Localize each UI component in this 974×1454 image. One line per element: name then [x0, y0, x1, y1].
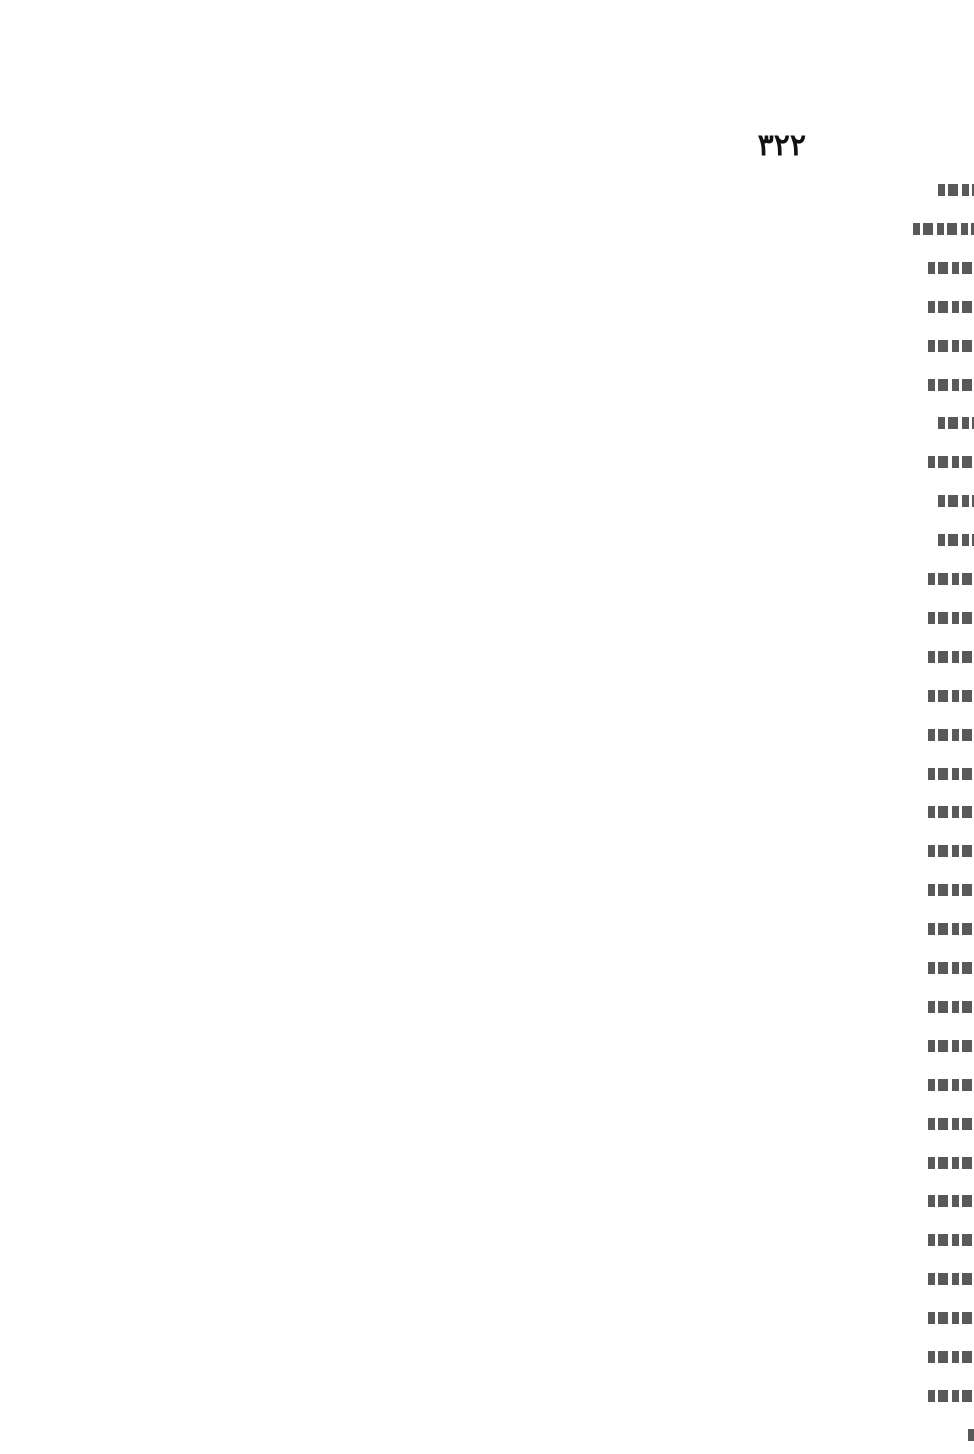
- text-line-placeholder: [928, 768, 974, 780]
- text-line-placeholder: [928, 962, 974, 974]
- text-line-placeholder: [928, 1195, 974, 1207]
- text-line-placeholder: [938, 495, 974, 507]
- text-line-placeholder: [928, 845, 974, 857]
- text-line-placeholder: [938, 184, 974, 196]
- text-line-placeholder: [928, 884, 974, 896]
- text-line-placeholder: [928, 1390, 974, 1402]
- text-line-placeholder: [928, 262, 974, 274]
- text-line-placeholder: [913, 223, 974, 235]
- page-number: ٣٢٢: [757, 128, 806, 163]
- text-line-placeholder: [928, 340, 974, 352]
- text-line-placeholder: [928, 1273, 974, 1285]
- text-line-placeholder: [968, 1429, 974, 1441]
- text-line-placeholder: [928, 456, 974, 468]
- text-line-placeholder: [928, 729, 974, 741]
- text-line-placeholder: [928, 1312, 974, 1324]
- text-line-placeholder: [938, 534, 974, 546]
- text-line-placeholder: [928, 1001, 974, 1013]
- text-line-placeholder: [928, 1234, 974, 1246]
- text-line-placeholder: [928, 612, 974, 624]
- text-line-placeholder: [928, 651, 974, 663]
- text-line-placeholder: [928, 690, 974, 702]
- text-line-placeholder: [928, 1040, 974, 1052]
- text-line-placeholder: [928, 1079, 974, 1091]
- text-line-placeholder: [928, 806, 974, 818]
- text-line-placeholder: [928, 573, 974, 585]
- text-line-placeholder: [928, 1157, 974, 1169]
- text-line-placeholder: [928, 379, 974, 391]
- text-line-placeholder: [928, 923, 974, 935]
- text-line-placeholder: [928, 1351, 974, 1363]
- text-line-placeholder: [938, 417, 974, 429]
- text-line-placeholder: [928, 1118, 974, 1130]
- text-line-placeholder: [928, 301, 974, 313]
